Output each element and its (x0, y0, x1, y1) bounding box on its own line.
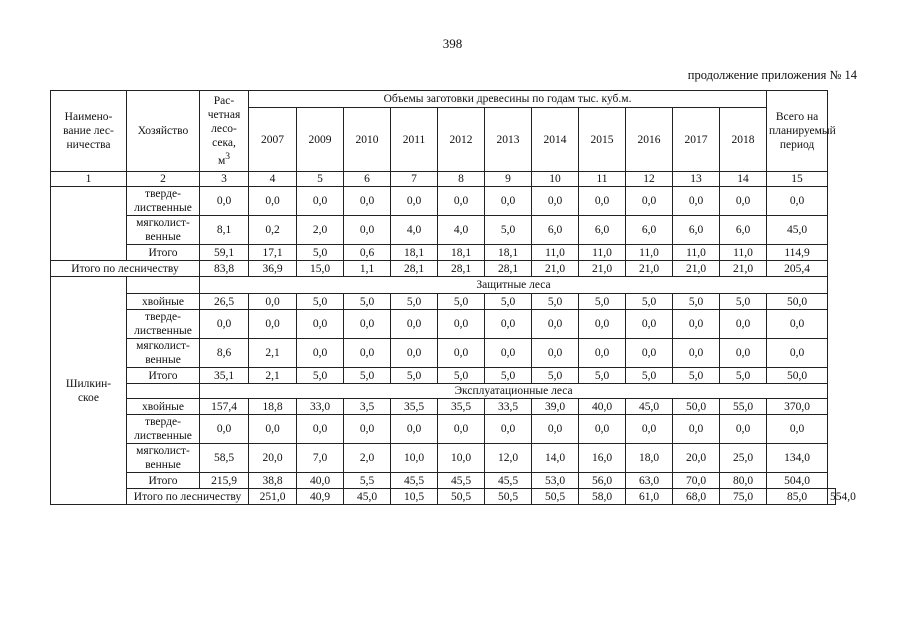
value-cell: 38,8 (249, 473, 297, 489)
column-number: 14 (720, 172, 767, 187)
value-cell: 36,9 (249, 261, 297, 277)
column-number-row (51, 172, 836, 187)
year-header: 2013 (485, 108, 532, 172)
value-cell: 157,4 (200, 399, 249, 415)
value-cell: 18,1 (391, 245, 438, 261)
value-cell: 5,0 (438, 294, 485, 310)
table-row (51, 294, 836, 310)
value-cell: 6,0 (720, 216, 767, 245)
header-line: сека, (212, 137, 236, 150)
column-number: 3 (200, 172, 249, 187)
value-cell: 0,0 (579, 339, 626, 368)
value-cell: 40,0 (297, 473, 344, 489)
year-header: 2015 (579, 108, 626, 172)
economy-label-line: тверде- (145, 311, 181, 323)
value-cell: 5,0 (720, 294, 767, 310)
value-cell: 83,8 (200, 261, 249, 277)
economy-label-line: мягколист- (136, 340, 190, 352)
value-cell: 5,0 (673, 368, 720, 384)
value-cell: 11,0 (579, 245, 626, 261)
value-cell: 28,1 (438, 261, 485, 277)
column-number: 6 (344, 172, 391, 187)
value-cell: 0,0 (344, 339, 391, 368)
value-cell: 45,5 (485, 473, 532, 489)
value-cell: 12,0 (485, 444, 532, 473)
table-row (51, 399, 836, 415)
harvest-volume-table (50, 90, 856, 505)
value-cell: 0,0 (720, 187, 767, 216)
value-cell: 0,0 (485, 310, 532, 339)
table-row (51, 187, 836, 216)
col-header-economy: Хозяйство (127, 91, 200, 172)
value-cell: 5,0 (344, 294, 391, 310)
value-cell: 0,0 (249, 294, 297, 310)
value-cell: 50,0 (767, 294, 828, 310)
value-cell: 11,0 (532, 245, 579, 261)
year-header: 2014 (532, 108, 579, 172)
value-cell: 0,0 (249, 415, 297, 444)
value-cell: 33,5 (485, 399, 532, 415)
value-cell: 0,0 (438, 310, 485, 339)
value-cell: 50,0 (673, 399, 720, 415)
value-cell: 18,8 (249, 399, 297, 415)
economy-label-line: лиственные (134, 325, 192, 337)
value-cell: 215,9 (200, 473, 249, 489)
value-cell: 5,0 (344, 368, 391, 384)
section-label: Защитные леса (200, 277, 828, 294)
value-cell: 18,1 (485, 245, 532, 261)
value-cell: 251,0 (249, 489, 297, 505)
column-number: 13 (673, 172, 720, 187)
value-cell: 10,0 (391, 444, 438, 473)
table-row (51, 310, 836, 339)
economy-label (127, 415, 200, 444)
value-cell: 5,0 (485, 368, 532, 384)
value-cell: 5,0 (532, 368, 579, 384)
value-cell: 45,5 (438, 473, 485, 489)
value-cell: 0,0 (297, 415, 344, 444)
value-cell: 4,0 (391, 216, 438, 245)
value-cell: 35,1 (200, 368, 249, 384)
value-cell: 0,0 (767, 187, 828, 216)
value-cell: 0,6 (344, 245, 391, 261)
header-line: ничества (66, 139, 111, 151)
economy-label-line: венные (145, 354, 181, 366)
value-cell: 0,0 (438, 415, 485, 444)
value-cell: 0,0 (391, 339, 438, 368)
table-row (51, 339, 836, 368)
value-cell: 0,0 (344, 216, 391, 245)
value-cell: 0,0 (720, 339, 767, 368)
value-cell: 0,0 (438, 187, 485, 216)
value-cell: 50,0 (767, 368, 828, 384)
value-cell: 205,4 (767, 261, 828, 277)
col-header-volumes: Объемы заготовки древесины по годам тыс. куб.м. (249, 91, 767, 108)
section-label-empty (127, 277, 200, 294)
value-cell: 2,1 (249, 368, 297, 384)
subtotal-row (51, 245, 836, 261)
value-cell: 0,0 (767, 339, 828, 368)
column-number: 9 (485, 172, 532, 187)
value-cell: 2,1 (249, 339, 297, 368)
value-cell: 0,0 (438, 339, 485, 368)
year-header: 2018 (720, 108, 767, 172)
value-cell: 0,0 (297, 187, 344, 216)
economy-label-line: мягколист- (136, 445, 190, 457)
column-number: 15 (767, 172, 828, 187)
value-cell: 50,5 (532, 489, 579, 505)
value-cell: 5,0 (485, 216, 532, 245)
value-cell: 50,5 (438, 489, 485, 505)
column-number: 11 (579, 172, 626, 187)
value-cell: 0,0 (297, 310, 344, 339)
value-cell: 370,0 (767, 399, 828, 415)
value-cell: 8,1 (200, 216, 249, 245)
year-header: 2009 (297, 108, 344, 172)
value-cell: 14,0 (532, 444, 579, 473)
forestry-name-line: Шилкин- (65, 377, 112, 390)
value-cell: 21,0 (579, 261, 626, 277)
value-cell: 554,0 (828, 489, 836, 505)
value-cell: 68,0 (673, 489, 720, 505)
year-header: 2007 (249, 108, 297, 172)
forestry-total-label: Итого по лесничеству (127, 489, 249, 505)
value-cell: 70,0 (673, 473, 720, 489)
economy-label-line: лиственные (134, 202, 192, 214)
value-cell: 0,0 (485, 415, 532, 444)
economy-label (127, 339, 200, 368)
value-cell: 0,0 (532, 415, 579, 444)
value-cell: 0,0 (485, 187, 532, 216)
value-cell: 5,0 (391, 294, 438, 310)
value-cell: 5,0 (485, 294, 532, 310)
value-cell: 10,0 (438, 444, 485, 473)
year-header: 2011 (391, 108, 438, 172)
year-header: 2017 (673, 108, 720, 172)
value-cell: 33,0 (297, 399, 344, 415)
value-cell: 504,0 (767, 473, 828, 489)
value-cell: 0,0 (344, 187, 391, 216)
value-cell: 1,1 (344, 261, 391, 277)
value-cell: 5,0 (626, 368, 673, 384)
value-cell: 0,0 (249, 310, 297, 339)
value-cell: 5,0 (673, 294, 720, 310)
value-cell: 25,0 (720, 444, 767, 473)
value-cell: 0,0 (532, 339, 579, 368)
value-cell: 0,0 (673, 310, 720, 339)
economy-label-line: лиственные (134, 430, 192, 442)
value-cell: 0,0 (720, 310, 767, 339)
year-header: 2010 (344, 108, 391, 172)
column-number: 4 (249, 172, 297, 187)
subtotal-row (51, 473, 836, 489)
forestry-name-cell (51, 187, 127, 261)
column-number: 2 (127, 172, 200, 187)
header-line: вание лес- (63, 125, 114, 137)
value-cell: 0,0 (673, 187, 720, 216)
value-cell: 20,0 (249, 444, 297, 473)
col-header-cut (200, 91, 249, 172)
economy-label: Итого (127, 368, 200, 384)
value-cell: 0,0 (579, 187, 626, 216)
value-cell: 5,0 (532, 294, 579, 310)
header-line: Рас- (213, 95, 235, 108)
value-cell: 0,2 (249, 216, 297, 245)
section-label-empty (127, 384, 200, 399)
value-cell: 18,0 (626, 444, 673, 473)
value-cell: 0,0 (200, 415, 249, 444)
value-cell: 45,0 (626, 399, 673, 415)
value-cell: 35,5 (438, 399, 485, 415)
value-cell: 17,1 (249, 245, 297, 261)
value-cell: 5,0 (297, 368, 344, 384)
value-cell: 53,0 (532, 473, 579, 489)
economy-label-line: венные (145, 459, 181, 471)
table-row (51, 444, 836, 473)
value-cell: 0,0 (297, 339, 344, 368)
header-line: лесо- (211, 123, 237, 136)
column-number: 1 (51, 172, 127, 187)
value-cell: 0,0 (626, 339, 673, 368)
value-cell: 45,0 (767, 216, 828, 245)
column-number: 5 (297, 172, 344, 187)
value-cell: 15,0 (297, 261, 344, 277)
value-cell: 21,0 (626, 261, 673, 277)
value-cell: 0,0 (767, 310, 828, 339)
economy-label (127, 444, 200, 473)
economy-label (127, 187, 200, 216)
value-cell: 21,0 (720, 261, 767, 277)
value-cell: 0,0 (673, 339, 720, 368)
value-cell: 80,0 (720, 473, 767, 489)
col-header-name (51, 91, 127, 172)
value-cell: 5,0 (626, 294, 673, 310)
value-cell: 50,5 (485, 489, 532, 505)
forestry-total-label: Итого по лесничеству (51, 261, 200, 277)
value-cell: 21,0 (532, 261, 579, 277)
year-header: 2016 (626, 108, 673, 172)
value-cell: 0,0 (579, 310, 626, 339)
value-cell: 75,0 (720, 489, 767, 505)
forestry-total-row (51, 261, 836, 277)
value-cell: 0,0 (249, 187, 297, 216)
header-line: Наимено- (64, 111, 113, 123)
value-cell: 6,0 (532, 216, 579, 245)
value-cell: 6,0 (626, 216, 673, 245)
value-cell: 3,5 (344, 399, 391, 415)
value-cell: 114,9 (767, 245, 828, 261)
value-cell: 5,0 (297, 245, 344, 261)
column-number: 8 (438, 172, 485, 187)
value-cell: 35,5 (391, 399, 438, 415)
value-cell: 0,0 (626, 310, 673, 339)
value-cell: 5,0 (438, 368, 485, 384)
value-cell: 0,0 (200, 310, 249, 339)
page-number: 398 (442, 36, 463, 51)
value-cell: 18,1 (438, 245, 485, 261)
value-cell: 134,0 (767, 444, 828, 473)
header-row-top (51, 91, 836, 108)
value-cell: 85,0 (767, 489, 828, 505)
value-cell: 2,0 (344, 444, 391, 473)
value-cell: 26,5 (200, 294, 249, 310)
value-cell: 11,0 (673, 245, 720, 261)
value-cell: 5,5 (344, 473, 391, 489)
header-line: четная (207, 109, 241, 122)
section-header-row (51, 277, 836, 294)
value-cell: 61,0 (626, 489, 673, 505)
value-cell: 7,0 (297, 444, 344, 473)
value-cell: 0,0 (344, 310, 391, 339)
value-cell: 63,0 (626, 473, 673, 489)
economy-label: Итого (127, 473, 200, 489)
value-cell: 0,0 (344, 415, 391, 444)
header-line: планируемый (769, 125, 836, 137)
forestry-name-line: ское (77, 391, 100, 404)
value-cell: 0,0 (391, 310, 438, 339)
value-cell: 59,1 (200, 245, 249, 261)
value-cell: 0,0 (720, 415, 767, 444)
year-header: 2012 (438, 108, 485, 172)
table-row (51, 415, 836, 444)
value-cell: 0,0 (579, 415, 626, 444)
value-cell: 45,0 (344, 489, 391, 505)
value-cell: 0,0 (532, 310, 579, 339)
economy-label (127, 216, 200, 245)
economy-label-line: мягколист- (136, 217, 190, 229)
section-header-row (51, 384, 836, 399)
value-cell: 39,0 (532, 399, 579, 415)
economy-label-line: венные (145, 231, 181, 243)
value-cell: 20,0 (673, 444, 720, 473)
value-cell: 40,9 (297, 489, 344, 505)
value-cell: 5,0 (579, 368, 626, 384)
economy-label: хвойные (127, 294, 200, 310)
value-cell: 11,0 (720, 245, 767, 261)
value-cell: 0,0 (391, 187, 438, 216)
unit-superscript: 3 (225, 151, 231, 163)
value-cell: 0,0 (626, 415, 673, 444)
value-cell: 6,0 (673, 216, 720, 245)
value-cell: 0,0 (767, 415, 828, 444)
header-line: Всего на (775, 111, 819, 123)
section-label: Эксплуатационные леса (200, 384, 828, 399)
value-cell: 58,0 (579, 489, 626, 505)
value-cell: 0,0 (626, 187, 673, 216)
value-cell: 5,0 (579, 294, 626, 310)
value-cell: 5,0 (391, 368, 438, 384)
value-cell: 5,0 (297, 294, 344, 310)
value-cell: 55,0 (720, 399, 767, 415)
value-cell: 2,0 (297, 216, 344, 245)
value-cell: 16,0 (579, 444, 626, 473)
value-cell: 45,5 (391, 473, 438, 489)
value-cell: 0,0 (532, 187, 579, 216)
table-row (51, 216, 836, 245)
value-cell: 4,0 (438, 216, 485, 245)
value-cell: 28,1 (485, 261, 532, 277)
economy-label: хвойные (127, 399, 200, 415)
forestry-name-cell (51, 277, 127, 505)
economy-label (127, 310, 200, 339)
header-line: м (217, 154, 226, 167)
subtotal-row (51, 368, 836, 384)
value-cell: 56,0 (579, 473, 626, 489)
column-number: 12 (626, 172, 673, 187)
column-number: 7 (391, 172, 438, 187)
economy-label: Итого (127, 245, 200, 261)
value-cell: 21,0 (673, 261, 720, 277)
value-cell: 11,0 (626, 245, 673, 261)
col-header-total (767, 91, 836, 172)
value-cell: 28,1 (391, 261, 438, 277)
economy-label-line: тверде- (145, 416, 181, 428)
value-cell: 0,0 (391, 415, 438, 444)
value-cell: 0,0 (200, 187, 249, 216)
continuation-note: продолжение приложения № 14 (687, 68, 857, 82)
header-line: период (779, 139, 815, 151)
value-cell: 5,0 (720, 368, 767, 384)
value-cell: 0,0 (673, 415, 720, 444)
column-number: 10 (532, 172, 579, 187)
value-cell: 40,0 (579, 399, 626, 415)
value-cell: 58,5 (200, 444, 249, 473)
forestry-total-row (51, 489, 836, 505)
value-cell: 6,0 (579, 216, 626, 245)
value-cell: 0,0 (485, 339, 532, 368)
value-cell: 10,5 (391, 489, 438, 505)
economy-label-line: тверде- (145, 188, 181, 200)
value-cell: 8,6 (200, 339, 249, 368)
